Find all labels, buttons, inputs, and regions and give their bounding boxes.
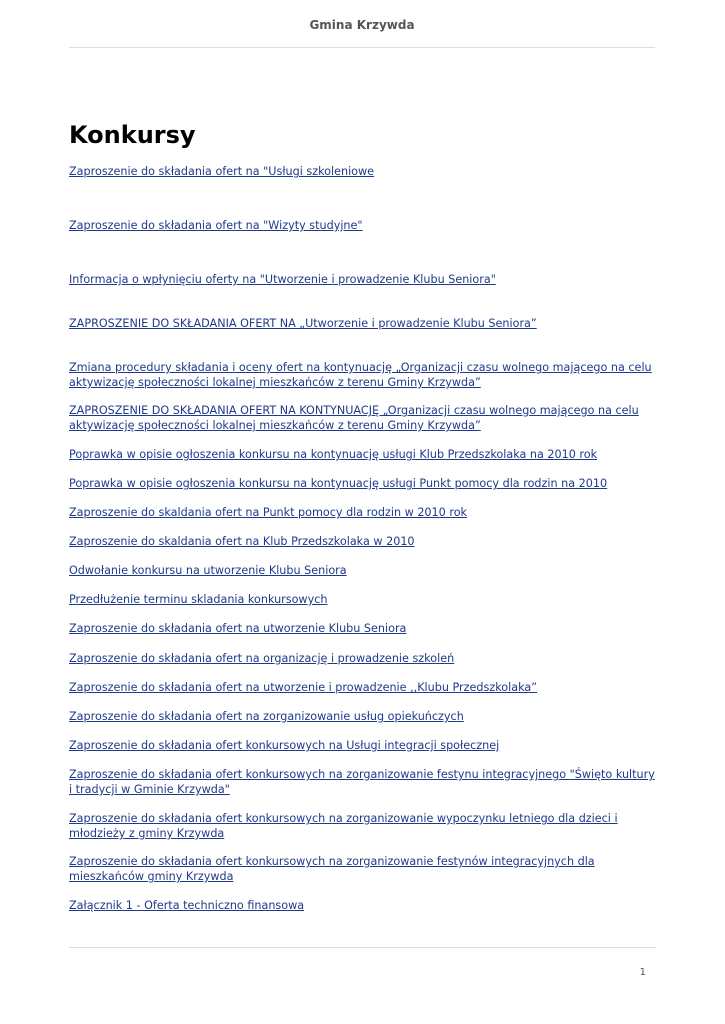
- contest-link-odwolanie-konkursu[interactable]: Odwołanie konkursu na utworzenie Klubu Seniora: [69, 564, 347, 577]
- contest-link-klub-przedszkolaka[interactable]: Zaproszenie do składania ofert na utworzenie i prowadzenie ,,Klubu Przedszkolaka”: [69, 681, 538, 694]
- page-title: Konkursy: [69, 121, 196, 149]
- contest-link-kontynuacja-organizacji[interactable]: ZAPROSZENIE DO SKŁADANIA OFERT NA KONTYNUACJĘ „Organizacji czasu wolnego mającego na celu aktywizację społeczności lokalnej mieszkańców z terenu Gminy Krzywda”: [69, 404, 639, 432]
- contest-link-poprawka-punkt-pomocy[interactable]: Poprawka w opisie ogłoszenia konkursu na kontynuację usługi Punkt pomocy dla rodzin na 2010: [69, 477, 608, 490]
- contest-link-zmiana-procedury[interactable]: Zmiana procedury składania i oceny ofert na kontynuację „Organizacji czasu wolnego mającego na celu aktywizację społeczności lokalnej mieszkańców z terenu Gminy Krzywda”: [69, 361, 652, 389]
- contest-link-klub-przedszkolaka-2010[interactable]: Zaproszenie do skaldania ofert na Klub Przedszkolaka w 2010: [69, 535, 415, 548]
- contest-link-przedluzenie-terminu[interactable]: Przedłużenie terminu skladania konkursowych: [69, 593, 328, 606]
- contest-link-szkolenia[interactable]: Zaproszenie do składania ofert na organizację i prowadzenie szkoleń: [69, 652, 455, 665]
- contest-link-punkt-pomocy-2010[interactable]: Zaproszenie do skaldania ofert na Punkt pomocy dla rodzin w 2010 rok: [69, 506, 468, 519]
- contest-link-festyn-swieto-kultury[interactable]: Zaproszenie do składania ofert konkursowych na zorganizowanie festynu integracyjnego "Święto kultury i tradycji w Gminie Krzywda": [69, 768, 655, 796]
- page-number: 1: [639, 967, 646, 978]
- contest-link-uslugi-opiekuncze[interactable]: Zaproszenie do składania ofert na zorganizowanie usług opiekuńczych: [69, 710, 464, 723]
- contest-link-poprawka-klub-przedszkolaka[interactable]: Poprawka w opisie ogłoszenia konkursu na kontynuację usługi Klub Przedszkolaka na 2010 rok: [69, 448, 598, 461]
- contest-link-uslugi-szkoleniowe[interactable]: Zaproszenie do składania ofert na "Usługi szkoleniowe: [69, 165, 375, 178]
- site-header: [69, 0, 655, 48]
- attachment-link-oferta[interactable]: Załącznik 1 - Oferta techniczno finansowa: [69, 899, 305, 912]
- contest-link-wypoczynek-letni[interactable]: Zaproszenie do składania ofert konkursowych na zorganizowanie wypoczynku letniego dla dzieci i młodzieży z gminy Krzywda: [69, 812, 618, 840]
- footer-divider: [69, 947, 656, 948]
- contest-link-informacja-klub-seniora[interactable]: Informacja o wpłynięciu oferty na "Utworzenie i prowadzenie Klubu Seniora": [69, 273, 496, 286]
- contest-link-festyny-integracyjne[interactable]: Zaproszenie do składania ofert konkursowych na zorganizowanie festynów integracyjnych dla mieszkańców gminy Krzywda: [69, 855, 595, 883]
- contest-link-integracja-spoleczna[interactable]: Zaproszenie do składania ofert konkursowych na Usługi integracji społecznej: [69, 739, 500, 752]
- contest-link-wizyty-studyjne[interactable]: Zaproszenie do składania ofert na "Wizyty studyjne": [69, 219, 363, 232]
- contest-link-utworzenie-klubu-seniora[interactable]: Zaproszenie do składania ofert na utworzenie Klubu Seniora: [69, 622, 407, 635]
- contest-link-zaproszenie-klub-seniora[interactable]: ZAPROSZENIE DO SKŁADANIA OFERT NA „Utworzenie i prowadzenie Klubu Seniora”: [69, 317, 537, 330]
- site-title: Gmina Krzywda: [309, 18, 415, 32]
